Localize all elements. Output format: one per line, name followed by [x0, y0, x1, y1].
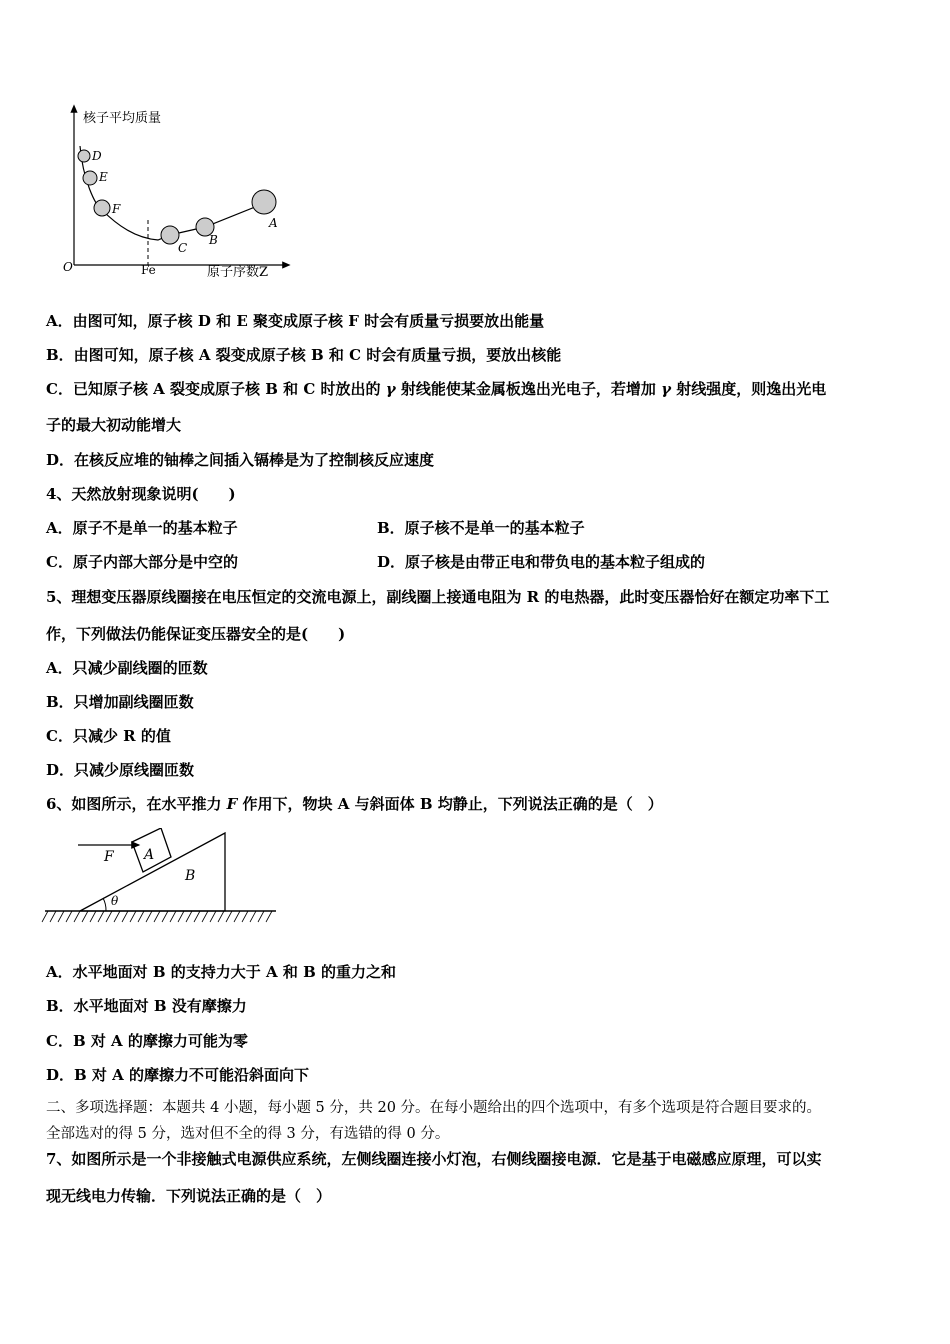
q5-option-d: D．只减少原线圈匝数 [46, 761, 195, 779]
force-label: F [104, 849, 114, 865]
q6-option-a: A．水平地面对 B 的支持力大于 A 和 B 的重力之和 [46, 963, 396, 981]
q3-option-a: A．由图可知，原子核 D 和 E 聚变成原子核 F 时会有质量亏损要放出能量 [46, 312, 545, 330]
point-c [161, 226, 179, 244]
y-axis-label: 核子平均质量 [83, 111, 162, 126]
q3-option-d: D．在核反应堆的铀棒之间插入镉棒是为了控制核反应速度 [46, 451, 435, 469]
q7-stem-line2: 现无线电力传输．下列说法正确的是（ ） [46, 1187, 332, 1205]
ground-hatch [42, 911, 272, 922]
q3-option-c-pre: C．已知原子核 A 裂变成原子核 B 和 C 时放出的 [46, 380, 386, 398]
q3-option-c [46, 380, 826, 398]
incline-b-label: B [185, 868, 196, 884]
q6-option-d: D．B 对 A 的摩擦力不可能沿斜面向下 [46, 1066, 309, 1084]
point-f [94, 200, 110, 216]
angle-arc [103, 898, 106, 911]
gamma-symbol: γ [385, 380, 396, 398]
block-a-label: A [144, 847, 155, 863]
q5-option-c: C．只减少 R 的值 [46, 727, 171, 745]
x-axis-label: 原子序数Z [207, 265, 269, 280]
binding-mass-graph [55, 100, 295, 285]
q6-option-b: B．水平地面对 B 没有摩擦力 [46, 997, 247, 1015]
point-a-label: A [269, 216, 278, 230]
q4-option-b: B．原子核不是单一的基本粒子 [377, 519, 585, 537]
q6-stem-post: 作用下，物块 A 与斜面体 B 均静止，下列说法正确的是（ ） [237, 795, 663, 813]
q5-stem-line1: 5、理想变压器原线圈接在电压恒定的交流电源上，副线圈上接通电阻为 R 的电热器，此时变压器恰好在额定功率下工 [46, 588, 830, 606]
q6-stem-pre: 6、如图所示，在水平推力 [46, 795, 227, 813]
q6-option-c: C．B 对 A 的摩擦力可能为零 [46, 1032, 248, 1050]
gamma-symbol: γ [661, 380, 672, 398]
point-e [83, 171, 97, 185]
q4-option-c: C．原子内部大部分是中空的 [46, 553, 238, 571]
incline-diagram [40, 828, 280, 928]
point-d-label: D [92, 149, 102, 163]
q3-option-b: B．由图可知，原子核 A 裂变成原子核 B 和 C 时会有质量亏损，要放出核能 [46, 346, 562, 364]
q4-stem: 4、天然放射现象说明( ) [46, 485, 236, 503]
q5-option-a: A．只减少副线圈的匝数 [46, 659, 208, 677]
q3-option-c-line2: 子的最大初动能增大 [46, 416, 182, 434]
origin-label: O [63, 260, 73, 274]
point-d [78, 150, 90, 162]
point-c-label: C [178, 241, 188, 255]
q6-force-symbol: F [226, 795, 238, 813]
point-a [252, 190, 276, 214]
q4-option-d: D．原子核是由带正电和带负电的基本粒子组成的 [377, 553, 706, 571]
theta-label: θ [111, 894, 119, 908]
q7-stem-line1: 7、如图所示是一个非接触式电源供应系统，左侧线圈连接小灯泡，右侧线圈接电源．它是基于电磁感应原理，可以实 [46, 1150, 822, 1168]
q6-stem [46, 795, 663, 813]
point-f-label: F [112, 202, 121, 216]
q5-stem-line2: 作，下列做法仍能保证变压器安全的是( ) [46, 625, 346, 643]
q3-option-c-mid: 射线能使某金属板逸出光电子，若增加 [395, 380, 662, 398]
q3-option-c-post: 射线强度，则逸出光电 [671, 380, 827, 398]
point-b-label: B [209, 233, 218, 247]
fe-label: Fe [141, 263, 156, 277]
point-e-label: E [99, 170, 108, 184]
section2-heading-line2: 全部选对的得 5 分，选对但不全的得 3 分，有选错的得 0 分。 [46, 1126, 450, 1142]
section2-heading-line1: 二、多项选择题：本题共 4 小题，每小题 5 分，共 20 分。在每小题给出的四个选项中，有多个选项是符合题目要求的。 [46, 1100, 822, 1116]
q4-option-a: A．原子不是单一的基本粒子 [46, 519, 238, 537]
q5-option-b: B．只增加副线圈匝数 [46, 693, 194, 711]
